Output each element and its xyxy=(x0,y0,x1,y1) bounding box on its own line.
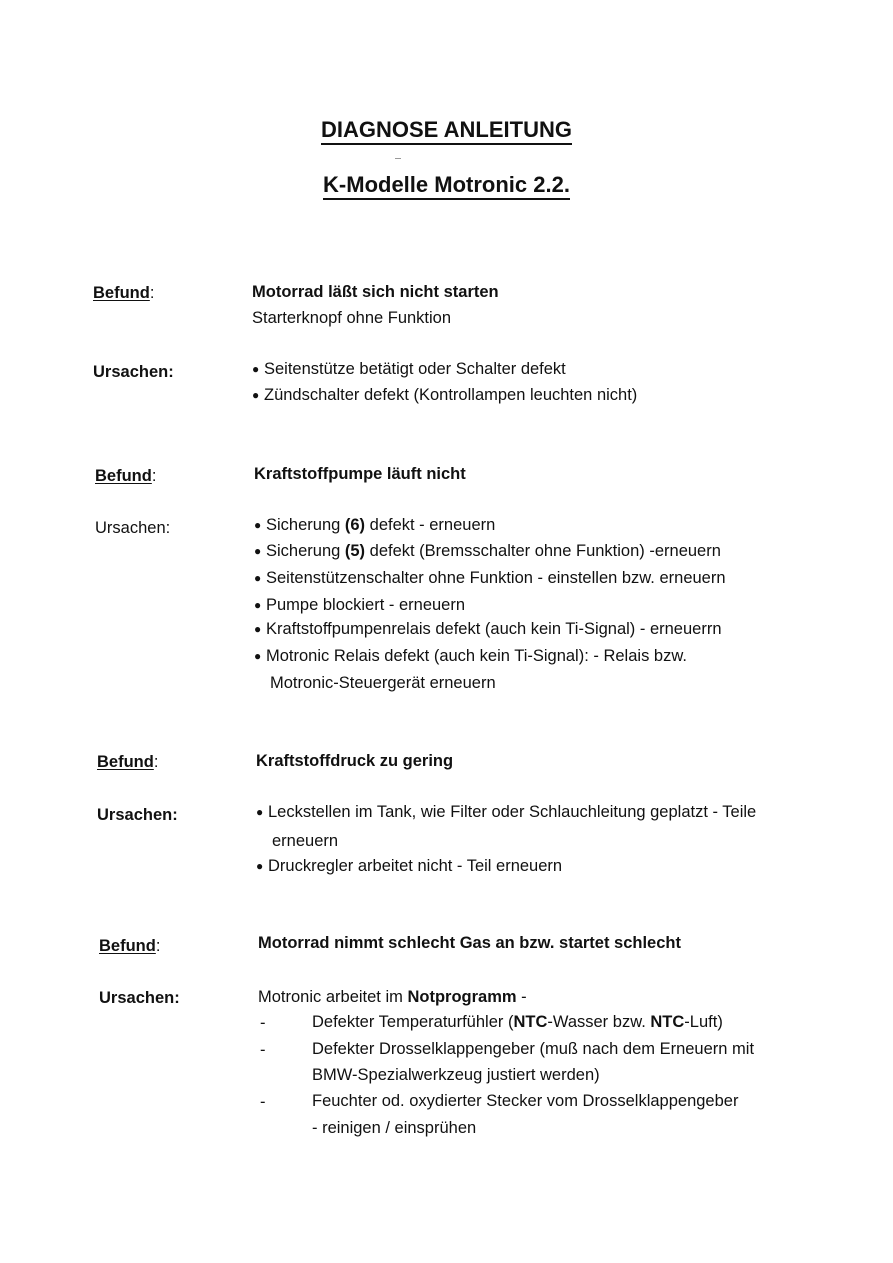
ursachen-label: Ursachen: xyxy=(93,363,174,381)
dash-marker: - xyxy=(260,1041,266,1059)
ursachen-label: Ursachen: xyxy=(97,806,178,824)
cause-item: ● Kraftstoffpumpenrelais defekt (auch kein Ti-Signal) - erneuerrn xyxy=(254,620,722,638)
document-subtitle-text: K-Modelle Motronic 2.2. xyxy=(323,172,570,200)
ursachen-label: Ursachen: xyxy=(99,989,180,1007)
dash-item-continuation: - reinigen / einsprühen xyxy=(312,1119,477,1137)
dash-marker: - xyxy=(260,1014,266,1032)
cause-item: ● Sicherung (6) defekt - erneuern xyxy=(254,516,496,534)
befund-title: Kraftstoffdruck zu gering xyxy=(256,752,454,770)
ursachen-label: Ursachen: xyxy=(95,519,171,537)
befund-label: Befund: xyxy=(93,284,155,302)
dash-item-continuation: BMW-Spezialwerkzeug justiert werden) xyxy=(312,1066,600,1084)
cause-item: ● Seitenstütze betätigt oder Schalter defekt xyxy=(252,360,566,378)
dash-item: Feuchter od. oxydierter Stecker vom Drosselklappengeber xyxy=(312,1092,739,1110)
dash-marker: - xyxy=(260,1093,266,1111)
cause-item: ● Pumpe blockiert - erneuern xyxy=(254,596,466,614)
document-title-text: DIAGNOSE ANLEITUNG xyxy=(321,117,572,145)
cause-item: ● Motronic Relais defekt (auch kein Ti-Signal): - Relais bzw. xyxy=(254,647,687,665)
befund-detail: Starterknopf ohne Funktion xyxy=(252,309,452,327)
befund-title: Kraftstoffpumpe läuft nicht xyxy=(254,465,466,483)
befund-title: Motorrad läßt sich nicht starten xyxy=(252,283,499,301)
document-title xyxy=(0,117,893,143)
befund-title: Motorrad nimmt schlecht Gas an bzw. startet schlecht xyxy=(258,934,681,952)
befund-label: Befund: xyxy=(95,467,157,485)
cause-item: ● Zündschalter defekt (Kontrollampen leuchten nicht) xyxy=(252,386,638,404)
cause-intro: Motronic arbeitet im Notprogramm - xyxy=(258,988,527,1006)
document-subtitle xyxy=(0,172,893,198)
cause-item: ● Seitenstützenschalter ohne Funktion - einstellen bzw. erneuern xyxy=(254,569,726,587)
cause-item: ● Druckregler arbeitet nicht - Teil erneuern xyxy=(256,857,563,875)
befund-label: Befund: xyxy=(99,937,161,955)
cause-continuation: erneuern xyxy=(272,832,339,850)
dash-item: Defekter Temperaturfühler (NTC-Wasser bzw. NTC-Luft) xyxy=(312,1013,723,1031)
cause-continuation: Motronic-Steuergerät erneuern xyxy=(270,674,496,692)
dash-item: Defekter Drosselklappengeber (muß nach dem Erneuern mit xyxy=(312,1040,755,1058)
cause-item: ● Leckstellen im Tank, wie Filter oder Schlauchleitung geplatzt - Teile xyxy=(256,803,757,821)
scan-speck xyxy=(395,158,401,159)
befund-label: Befund: xyxy=(97,753,159,771)
cause-item: ● Sicherung (5) defekt (Bremsschalter ohne Funktion) -erneuern xyxy=(254,542,721,560)
